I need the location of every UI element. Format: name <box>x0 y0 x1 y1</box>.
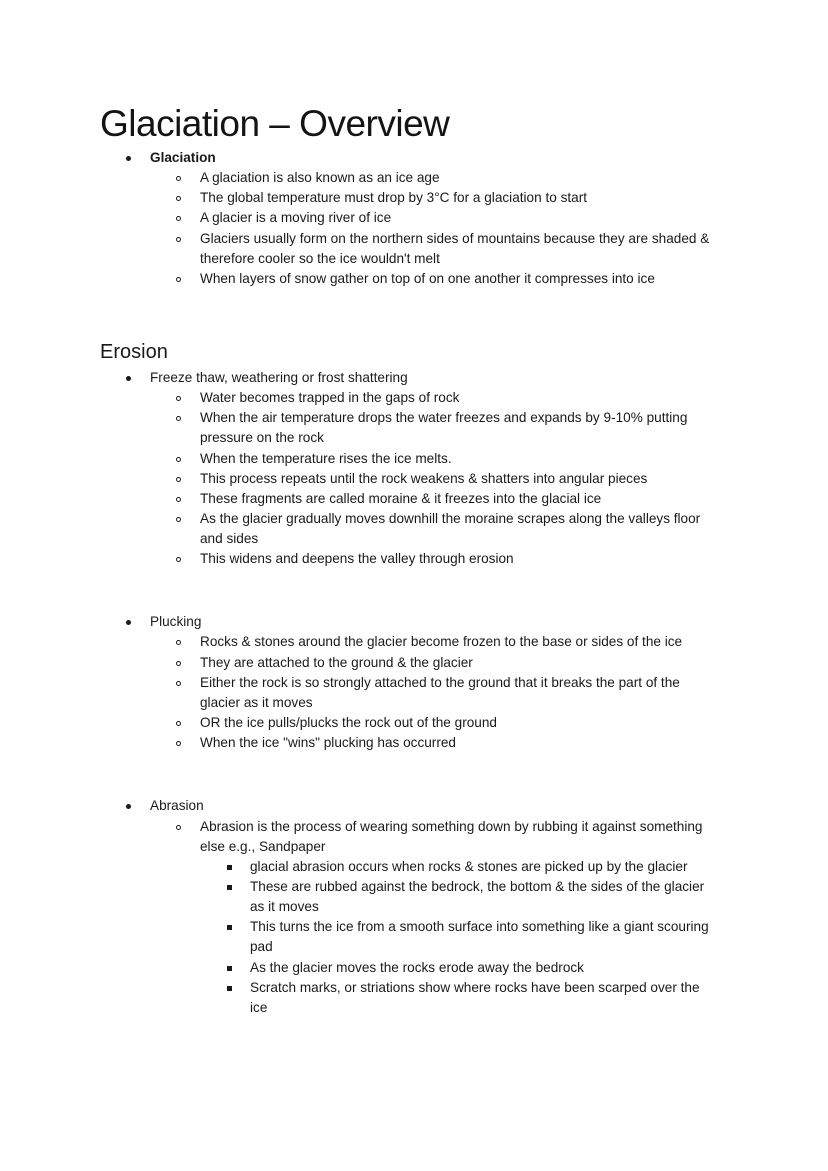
bullet-circle-icon <box>176 681 181 686</box>
bullet-circle-icon <box>176 825 181 830</box>
bullet-circle-icon <box>176 661 181 666</box>
list-item-continuation: as it moves <box>250 899 319 914</box>
bullet-square-icon <box>227 885 232 890</box>
list-item: When the air temperature drops the water freezes and expands by 9-10% putting <box>200 410 688 425</box>
list-item: They are attached to the ground & the glacier <box>200 655 473 670</box>
list-item: OR the ice pulls/plucks the rock out of the ground <box>200 715 497 730</box>
page-title: Glaciation – Overview <box>100 103 450 144</box>
bullet-circle-icon <box>176 477 181 482</box>
list-item-continuation: pressure on the rock <box>200 430 324 445</box>
bullet-circle-icon <box>176 176 181 181</box>
list-item: A glaciation is also known as an ice age <box>200 170 440 185</box>
bullet-circle-icon <box>176 557 181 562</box>
bullet-circle-icon <box>176 416 181 421</box>
list-item: The global temperature must drop by 3°C for a glaciation to start <box>200 190 588 205</box>
list-item: This widens and deepens the valley through erosion <box>200 551 514 566</box>
list-item-continuation: glacier as it moves <box>200 695 313 710</box>
bullet-circle-icon <box>176 517 181 522</box>
bullet-dot-icon <box>126 620 131 625</box>
section-heading-erosion: Erosion <box>100 341 168 363</box>
list-item: When the ice "wins" plucking has occurred <box>200 735 456 750</box>
section-label-glaciation: Glaciation <box>150 150 216 165</box>
bullet-circle-icon <box>176 216 181 221</box>
bullet-square-icon <box>227 925 232 930</box>
bullet-circle-icon <box>176 457 181 462</box>
bullet-circle-icon <box>176 741 181 746</box>
bullet-square-icon <box>227 865 232 870</box>
bullet-dot-icon <box>126 156 131 161</box>
list-item: This turns the ice from a smooth surface into something like a giant scouring <box>250 919 709 934</box>
list-item-continuation: ice <box>250 1000 268 1015</box>
list-item: Rocks & stones around the glacier become frozen to the base or sides of the ice <box>200 634 683 649</box>
list-item: Scratch marks, or striations show where rocks have been scarped over the <box>250 980 700 995</box>
list-item: These fragments are called moraine & it freezes into the glacial ice <box>200 491 602 506</box>
list-item: These are rubbed against the bedrock, the bottom & the sides of the glacier <box>250 879 705 894</box>
list-item: Glaciers usually form on the northern sides of mountains because they are shaded & <box>200 231 710 246</box>
subsection-label-abrasion: Abrasion <box>150 798 204 813</box>
list-item-continuation: else e.g., Sandpaper <box>200 839 326 854</box>
subsection-label-freeze-thaw: Freeze thaw, weathering or frost shattering <box>150 370 408 385</box>
list-item: When layers of snow gather on top of on one another it compresses into ice <box>200 271 655 286</box>
list-item: Water becomes trapped in the gaps of rock <box>200 390 460 405</box>
list-item: A glacier is a moving river of ice <box>200 210 392 225</box>
bullet-circle-icon <box>176 640 181 645</box>
list-item: When the temperature rises the ice melts. <box>200 451 452 466</box>
bullet-dot-icon <box>126 804 131 809</box>
bullet-circle-icon <box>176 196 181 201</box>
bullet-circle-icon <box>176 277 181 282</box>
list-item: As the glacier gradually moves downhill the moraine scrapes along the valleys floor <box>200 511 701 526</box>
bullet-dot-icon <box>126 376 131 381</box>
subsection-label-plucking: Plucking <box>150 614 202 629</box>
bullet-square-icon <box>227 986 232 991</box>
bullet-circle-icon <box>176 497 181 502</box>
bullet-circle-icon <box>176 237 181 242</box>
list-item-continuation: and sides <box>200 531 259 546</box>
list-item: Either the rock is so strongly attached to the ground that it breaks the part of the <box>200 675 680 690</box>
list-item: Abrasion is the process of wearing something down by rubbing it against something <box>200 819 703 834</box>
list-item-continuation: pad <box>250 939 273 954</box>
list-item-continuation: therefore cooler so the ice wouldn't melt <box>200 251 440 266</box>
list-item: As the glacier moves the rocks erode away the bedrock <box>250 960 584 975</box>
bullet-circle-icon <box>176 396 181 401</box>
list-item: glacial abrasion occurs when rocks & stones are picked up by the glacier <box>250 859 688 874</box>
list-item: This process repeats until the rock weakens & shatters into angular pieces <box>200 471 648 486</box>
bullet-square-icon <box>227 966 232 971</box>
bullet-circle-icon <box>176 721 181 726</box>
